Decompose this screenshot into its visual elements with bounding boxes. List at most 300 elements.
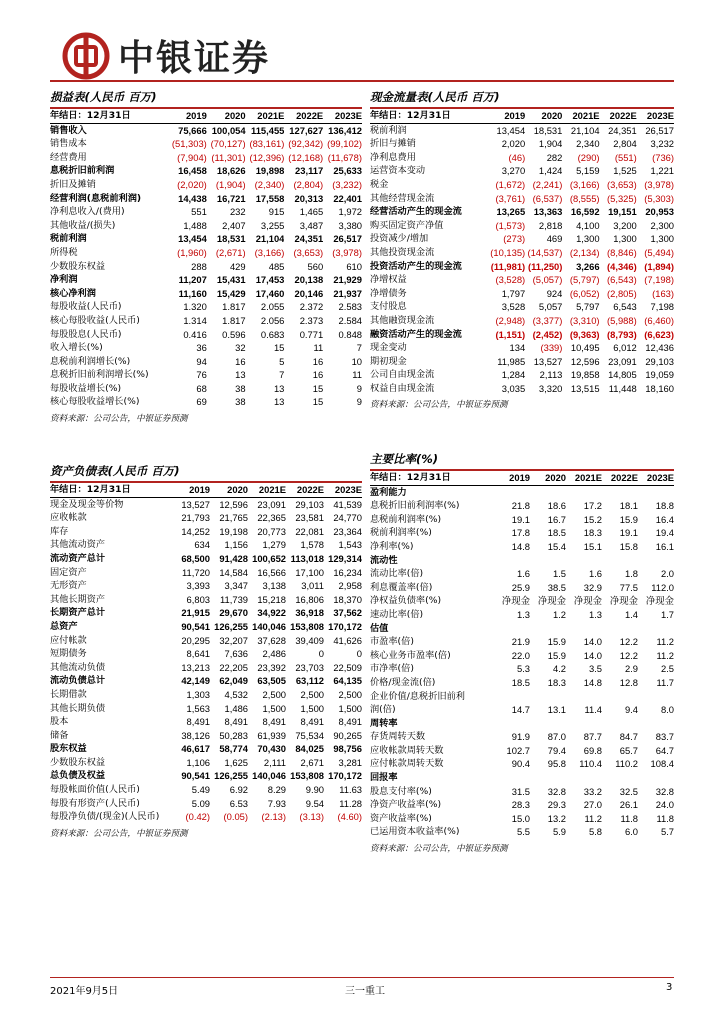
cell-value: 13,265 [496,206,526,218]
row-label: 息税折旧前利润率(%) [370,500,460,512]
cell-value: 1.817 [222,314,246,326]
cell-value: 2.5 [660,663,674,675]
row-label: 净增债务 [370,287,407,299]
cell-value: 90,265 [333,729,362,741]
cell-value: (12,168) [288,151,324,163]
cell-value [494,690,530,704]
cell-value: 20,773 [257,525,286,537]
cell-value [530,771,566,785]
cell-value: 1.3 [516,608,530,620]
cell-value: 32,207 [219,634,248,646]
row-label: 核心业务市盈率(倍) [370,649,451,661]
header-year: 2022E [284,109,323,123]
row-label: 其他融资现金流 [370,314,435,326]
table-row [370,219,674,233]
balance-sheet-section [50,464,362,841]
table-row [50,328,362,342]
cell-value: 87.0 [547,731,566,743]
cell-value: 14.8 [583,676,602,688]
table-row [50,593,362,607]
table-row [50,674,362,688]
cell-value: (1,894) [644,260,674,272]
row-label: 短期债务 [50,648,87,660]
cell-value: 11.8 [620,812,638,824]
cell-value: 19,059 [645,369,674,381]
cell-value: 5,057 [538,301,563,313]
cell-value: 27.0 [583,799,602,811]
cell-value: 16,806 [295,593,324,605]
row-label: 价格/现金流(倍) [370,676,436,688]
cell-value: 37,562 [333,607,362,619]
table-row [370,513,674,527]
row-label: 净增权益 [370,274,407,286]
cell-value: 5.3 [516,663,530,675]
cell-value: 24.0 [655,799,674,811]
table-row [50,729,362,743]
table-row [50,192,362,206]
table-row [50,783,362,797]
header-year: 2019 [168,109,207,123]
source-note: 资料来源：公司公告，中银证券预测 [50,828,188,839]
cell-value: 13 [235,369,246,381]
row-label: 息税前利润增长(%) [50,355,131,367]
cell-value: 87.7 [583,731,602,743]
cell-value: 1.6 [516,568,530,580]
row-label: 市净率(倍) [370,663,414,675]
cell-value: 2,300 [650,219,674,231]
footer-date: 2021年9月5日 [50,986,119,997]
cell-value [602,622,638,636]
header-year: 2020 [525,109,562,123]
row-label: 经营活动产生的现金流 [370,206,462,218]
row-label: 其他长期负债 [50,702,106,714]
row-label: 利息覆盖率(倍) [370,581,433,593]
cell-value: 4.2 [552,663,566,675]
cell-value: 153,808 [290,620,324,632]
cell-value: 41,539 [333,498,362,510]
cell-value: 8,491 [338,716,362,728]
row-label: 所得税 [50,246,78,258]
cell-value: 11,448 [608,382,637,394]
table-row [50,525,362,539]
cell-value: 20,146 [294,287,324,299]
cell-value: 1,300 [613,233,637,245]
cell-value [638,554,674,568]
table-header-row [50,483,362,497]
table-row [50,246,362,260]
cell-value: (10,135) [490,246,526,258]
cell-value: 136,412 [328,124,362,136]
cell-value: 16,592 [570,206,600,218]
cell-value: 13 [273,396,285,408]
table-row [50,497,362,511]
cell-value: (5,325) [607,192,637,204]
cell-value: 净现金 [537,595,566,607]
cell-value: (5,988) [607,314,637,326]
cell-value: 15,429 [216,287,246,299]
cell-value: 282 [546,151,563,163]
cell-value: (3,166) [569,178,600,190]
cell-value: 2.9 [624,663,638,675]
cell-value: 2.583 [338,301,362,313]
row-label: 股息支付率(%) [370,785,432,797]
cell-value: (3,232) [332,178,362,190]
cell-value: 69 [196,396,207,408]
cell-value: 46,617 [181,743,210,755]
cell-value: 14,438 [178,192,207,204]
cell-value: 127,627 [289,124,324,136]
cell-value: (14,537) [527,246,563,258]
table-row [370,341,674,355]
cell-value: (2,452) [532,328,563,340]
cell-value: (273) [503,233,526,245]
cell-value: 0 [318,648,324,660]
cell-value: 91,428 [219,552,248,564]
cell-value: 1,284 [501,369,526,381]
header-divider [50,80,674,82]
cell-value: 1,500 [300,702,324,714]
cell-value: 69.8 [583,744,602,756]
row-label: 折旧及摊销 [50,178,96,190]
cell-value: 8,491 [300,716,324,728]
table-row [50,688,362,702]
source-note: 资料来源：公司公告，中银证券预测 [370,844,508,855]
cell-value [530,622,566,636]
cell-value: (92,342) [288,138,324,150]
cell-value: 3,347 [224,580,248,592]
cell-value: 21,765 [219,512,248,524]
cell-value: 1,500 [338,702,362,714]
table-row [50,300,362,314]
row-label: 权益自由现金流 [370,382,435,394]
header-year: 2019 [488,109,525,123]
table-row [50,756,362,770]
table-row [50,287,362,301]
header-label: 年结日：12月31日 [50,483,172,497]
cell-value: 3,266 [576,260,600,272]
cell-value: 3,393 [186,580,210,592]
cell-value: 1,279 [262,539,286,551]
cell-value: 140,046 [252,620,286,632]
cell-value: (4.60) [337,811,362,823]
cell-value [602,554,638,568]
row-label: 其他收益/(损失) [50,219,116,231]
table-row [370,178,674,192]
cell-value: 11.28 [339,797,362,809]
cell-value: 17,100 [295,566,324,578]
cell-value: 4,100 [576,219,600,231]
cell-value: 37,628 [257,634,286,646]
cell-value: 16,566 [257,566,286,578]
cell-value: 0.416 [183,328,207,340]
cell-value: 19.4 [655,527,674,539]
table-row [50,769,362,783]
cell-value: 净现金 [609,595,638,607]
cell-value: 2,500 [262,688,286,700]
table-row [50,151,362,165]
cell-value: (339) [540,342,563,354]
cell-value: 170,172 [328,620,362,632]
cell-value: 3,232 [650,138,674,150]
cell-value: 14.7 [511,704,530,716]
cell-value: 1,106 [186,756,210,768]
cell-value: 18.5 [547,527,566,539]
row-label: 净利润 [50,274,78,286]
cell-value: 8,491 [224,716,248,728]
cell-value: 6,803 [186,593,210,605]
cell-value: 0.771 [299,328,324,340]
cell-value: 100,652 [252,552,286,564]
header-year: 2023E [638,471,674,485]
cell-value: 1.817 [222,301,246,313]
cell-value: 12.8 [619,676,638,688]
cell-value: 34,922 [257,607,286,619]
row-label: 总资产 [50,620,78,632]
cell-value: 65.7 [619,744,638,756]
cell-value: 7 [279,369,285,381]
cell-value: 8,491 [186,716,210,728]
header-year: 2023E [324,483,362,497]
cell-value [530,717,566,731]
cell-value: (12,396) [249,151,285,163]
cell-value: 20,953 [645,206,674,218]
cash-flow-section [370,90,674,412]
cell-value: 15.4 [547,540,566,552]
cell-value: (51,303) [171,138,207,150]
income-statement-section [50,90,362,426]
cell-value: 3,528 [501,301,526,313]
table-row [50,606,362,620]
table-row [370,676,674,690]
row-label: 税金 [370,178,389,190]
cell-value: (2,020) [177,178,207,190]
table-row [370,717,674,731]
cell-value: 11,720 [182,566,210,578]
cell-value: 18.6 [547,500,566,512]
cell-value: 32.9 [583,581,602,593]
cell-value: 2,020 [501,138,526,150]
row-label: 现金变动 [370,342,407,354]
cell-value: 5.9 [552,826,566,838]
cell-value: 2,486 [262,648,286,660]
cell-value: 9.54 [305,797,324,809]
cell-value: (3,653) [607,178,637,190]
cell-value: 18,626 [216,165,246,177]
cell-value: 3,281 [338,756,362,768]
cell-value: 2.373 [299,314,324,326]
cell-value: 18.1 [619,500,638,512]
footer-company: 三一重工 [345,986,385,997]
cell-value: 18.5 [511,676,530,688]
row-label: 存货周转天数 [370,731,426,743]
cell-value: 108.4 [650,758,674,770]
cell-value: 64.7 [655,744,674,756]
cell-value: (11,678) [327,151,362,163]
cell-value: 90.4 [511,758,530,770]
table-row [370,287,674,301]
row-label: 销售收入 [50,124,87,136]
row-label: 融资活动产生的现金流 [370,328,462,340]
cell-value [494,622,530,636]
cell-value: 21,104 [255,233,285,245]
cell-value: 15 [312,396,324,408]
cell-value: 5.5 [516,826,530,838]
cell-value: 11.63 [339,784,362,796]
cell-value: 110.4 [579,758,602,770]
cell-value: (2.13) [261,811,286,823]
table-row [50,566,362,580]
cell-value: 18,531 [216,233,246,245]
row-label: 期初现金 [370,355,407,367]
row-label: 购买固定资产净值 [370,219,444,231]
table-row [50,382,362,396]
row-label: 收入增长(%) [50,342,103,354]
cell-value: 21.8 [511,500,530,512]
row-label: 核心净利润 [50,287,96,299]
cell-value [530,485,566,499]
cell-value: 13.1 [547,704,566,716]
boc-logo-icon [62,32,110,80]
cell-value: 26,517 [645,124,674,136]
cell-value: 26.1 [619,799,638,811]
table-row [370,499,674,513]
cell-value: 42,149 [181,675,210,687]
cell-value: 6,012 [613,342,637,354]
cell-value: 100,054 [211,124,246,136]
cell-value: (163) [652,287,674,299]
cell-value: 16.4 [655,513,674,525]
cell-value: 1,465 [299,206,324,218]
cell-value: (2,804) [293,178,324,190]
row-label: 净权益负债率(%) [370,595,442,607]
cell-value: (2,241) [532,178,563,190]
cell-value: 9 [356,396,362,408]
cell-value: 16,234 [333,566,362,578]
cell-value: (2,805) [607,287,637,299]
cell-value: 29,670 [219,607,248,619]
cell-value: 19,198 [219,525,248,537]
table-row [50,552,362,566]
cell-value: 9 [356,382,362,394]
cell-value: 12,596 [570,355,600,367]
cell-value: 11.7 [656,676,674,688]
source-note: 资料来源：公司公告，中银证券预测 [50,414,188,425]
row-label: 净资产收益率(%) [370,799,442,811]
cell-value [494,554,530,568]
cell-value: 13,454 [178,233,207,245]
row-label: 流动负债总计 [50,675,106,687]
cell-value: 2,340 [576,138,600,150]
table-row [370,123,674,137]
cell-value: 净现金 [573,595,602,607]
cell-value: 126,255 [214,620,248,632]
cell-value [530,554,566,568]
cell-value [602,771,638,785]
cell-value: 112.0 [651,581,674,593]
cell-value: 0 [356,648,362,660]
cell-value: (3,528) [495,274,526,286]
cell-value: 50,283 [219,729,248,741]
header-year: 2020 [207,109,246,123]
row-label: 息税折旧前利润增长(%) [50,369,149,381]
header-label: 年结日：12月31日 [370,471,494,485]
cell-value: (5,797) [569,274,600,286]
table-header-row [370,471,674,485]
row-label: 公司自由现金流 [370,369,435,381]
row-label: 资产收益率(%) [370,812,432,824]
cell-value: 560 [307,260,324,272]
cell-value: 1,797 [501,287,526,299]
cell-value: 22,509 [333,661,362,673]
cell-value: 1.3 [588,608,602,620]
cell-value: 1.2 [552,608,566,620]
cell-value: 1,525 [613,165,637,177]
cell-value: 7,198 [650,301,674,313]
cell-value: 24,770 [333,512,362,524]
cell-value: 11.2 [584,812,602,824]
cell-value: 28.3 [511,799,530,811]
cell-value: (3.13) [299,811,324,823]
cell-value: (3,761) [495,192,526,204]
cell-value: 15,218 [257,593,286,605]
table-row [370,300,674,314]
table-row [370,164,674,178]
cell-value: 98,756 [333,743,362,755]
cell-value [494,717,530,731]
table-row [370,812,674,826]
table-row [370,567,674,581]
cell-value [638,717,674,731]
cell-value: 11 [313,342,324,354]
row-label: 盈利能力 [370,486,407,498]
cell-value: 33.2 [583,785,602,797]
cell-value: 915 [268,206,285,218]
cell-value: 5.7 [660,826,674,838]
row-label: 市盈率(倍) [370,636,414,648]
cell-value: 1.7 [660,608,674,620]
cell-value: 21,104 [570,124,600,136]
header-year: 2021E [248,483,286,497]
cell-value: 15.2 [583,513,602,525]
row-label: 其他流动负债 [50,661,106,673]
table-row [50,273,362,287]
cell-value: 1.314 [183,314,207,326]
cell-value: 6,543 [613,301,637,313]
cell-value: (0.05) [223,811,248,823]
cell-value: (736) [652,151,674,163]
row-label: 核心每股收益(人民币) [50,314,140,326]
row-label: 流动比率(倍) [370,568,424,580]
table-row [50,715,362,729]
cell-value: (6,052) [569,287,600,299]
cell-value: 8,491 [262,716,286,728]
cell-value: 11,739 [220,593,248,605]
cell-value: 18.3 [547,676,566,688]
cell-value: 153,808 [290,770,324,782]
cell-value: (2,134) [569,246,600,258]
cell-value: 15 [312,382,324,394]
cell-value: (551) [614,151,637,163]
header-year: 2021E [246,109,285,123]
cell-value: 84.7 [619,731,638,743]
cell-value: 429 [229,260,246,272]
row-label: 息税前利润率(%) [370,513,442,525]
table-row [370,246,674,260]
cell-value: (11,250) [527,260,563,272]
footer-divider [50,977,674,978]
key-ratios-section [370,452,674,856]
table-row [370,192,674,206]
